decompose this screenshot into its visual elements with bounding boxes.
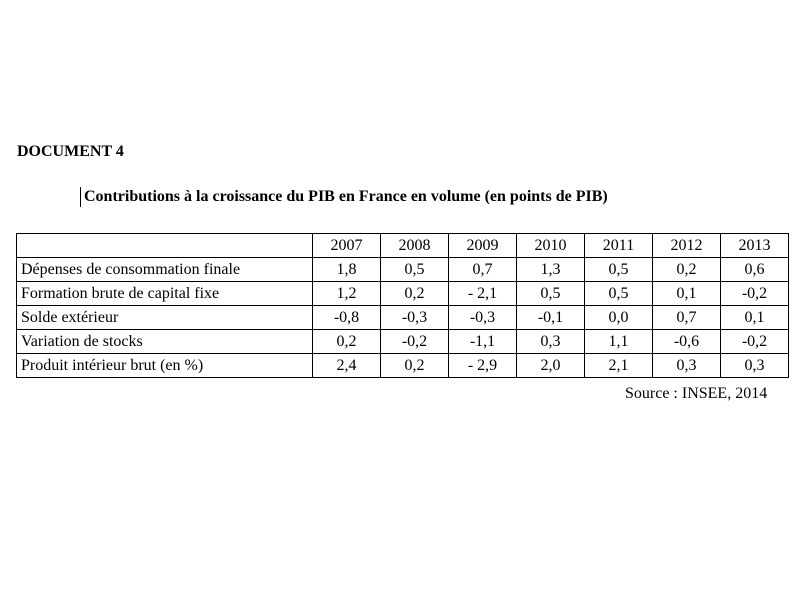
- table-cell: 0,3: [721, 354, 789, 378]
- table-row: [17, 258, 789, 282]
- table-cell: -0,8: [313, 306, 381, 330]
- table-cell: 0,5: [381, 258, 449, 282]
- year-header: 2013: [721, 234, 789, 258]
- table-cell: -0,2: [381, 330, 449, 354]
- table-cell: 0,7: [449, 258, 517, 282]
- table-cell: 0,2: [653, 258, 721, 282]
- table-header-row: [17, 234, 789, 258]
- table-cell: - 2,1: [449, 282, 517, 306]
- table-cell: -0,3: [381, 306, 449, 330]
- table-corner-cell: [17, 234, 313, 258]
- table-cell: -0,2: [721, 282, 789, 306]
- row-label: Formation brute de capital fixe: [17, 282, 313, 306]
- table-cell: 2,0: [517, 354, 585, 378]
- data-table: [16, 233, 789, 378]
- document-label: DOCUMENT 4: [17, 143, 124, 160]
- year-header: 2008: [381, 234, 449, 258]
- table-cell: 0,7: [653, 306, 721, 330]
- table-cell: 0,2: [381, 354, 449, 378]
- table-cell: 0,0: [585, 306, 653, 330]
- row-label: Solde extérieur: [17, 306, 313, 330]
- table-cell: -0,6: [653, 330, 721, 354]
- table-row: [17, 306, 789, 330]
- table-cell: -1,1: [449, 330, 517, 354]
- table-cell: -0,1: [517, 306, 585, 330]
- table-cell: -0,2: [721, 330, 789, 354]
- table-cell: 1,8: [313, 258, 381, 282]
- table-row: [17, 282, 789, 306]
- source-note: Source : INSEE, 2014: [625, 385, 768, 402]
- table-cell: 2,4: [313, 354, 381, 378]
- table-cell: 0,3: [517, 330, 585, 354]
- table-cell: 1,3: [517, 258, 585, 282]
- table-cell: 1,1: [585, 330, 653, 354]
- table-row: [17, 330, 789, 354]
- table-cell: 0,1: [653, 282, 721, 306]
- row-label: Dépenses de consommation finale: [17, 258, 313, 282]
- table-title: Contributions à la croissance du PIB en France en volume (en points de PIB): [80, 187, 608, 207]
- table-cell: - 2,9: [449, 354, 517, 378]
- table-row: [17, 354, 789, 378]
- table-cell: 1,2: [313, 282, 381, 306]
- row-label: Produit intérieur brut (en %): [17, 354, 313, 378]
- table-cell: 0,6: [721, 258, 789, 282]
- table-cell: 0,1: [721, 306, 789, 330]
- year-header: 2010: [517, 234, 585, 258]
- year-header: 2011: [585, 234, 653, 258]
- year-header: 2012: [653, 234, 721, 258]
- row-label: Variation de stocks: [17, 330, 313, 354]
- year-header: 2007: [313, 234, 381, 258]
- table-cell: 0,3: [653, 354, 721, 378]
- table-cell: -0,3: [449, 306, 517, 330]
- table-cell: 2,1: [585, 354, 653, 378]
- table-cell: 0,5: [517, 282, 585, 306]
- table-cell: 0,5: [585, 282, 653, 306]
- table-cell: 0,5: [585, 258, 653, 282]
- table-cell: 0,2: [313, 330, 381, 354]
- table-cell: 0,2: [381, 282, 449, 306]
- year-header: 2009: [449, 234, 517, 258]
